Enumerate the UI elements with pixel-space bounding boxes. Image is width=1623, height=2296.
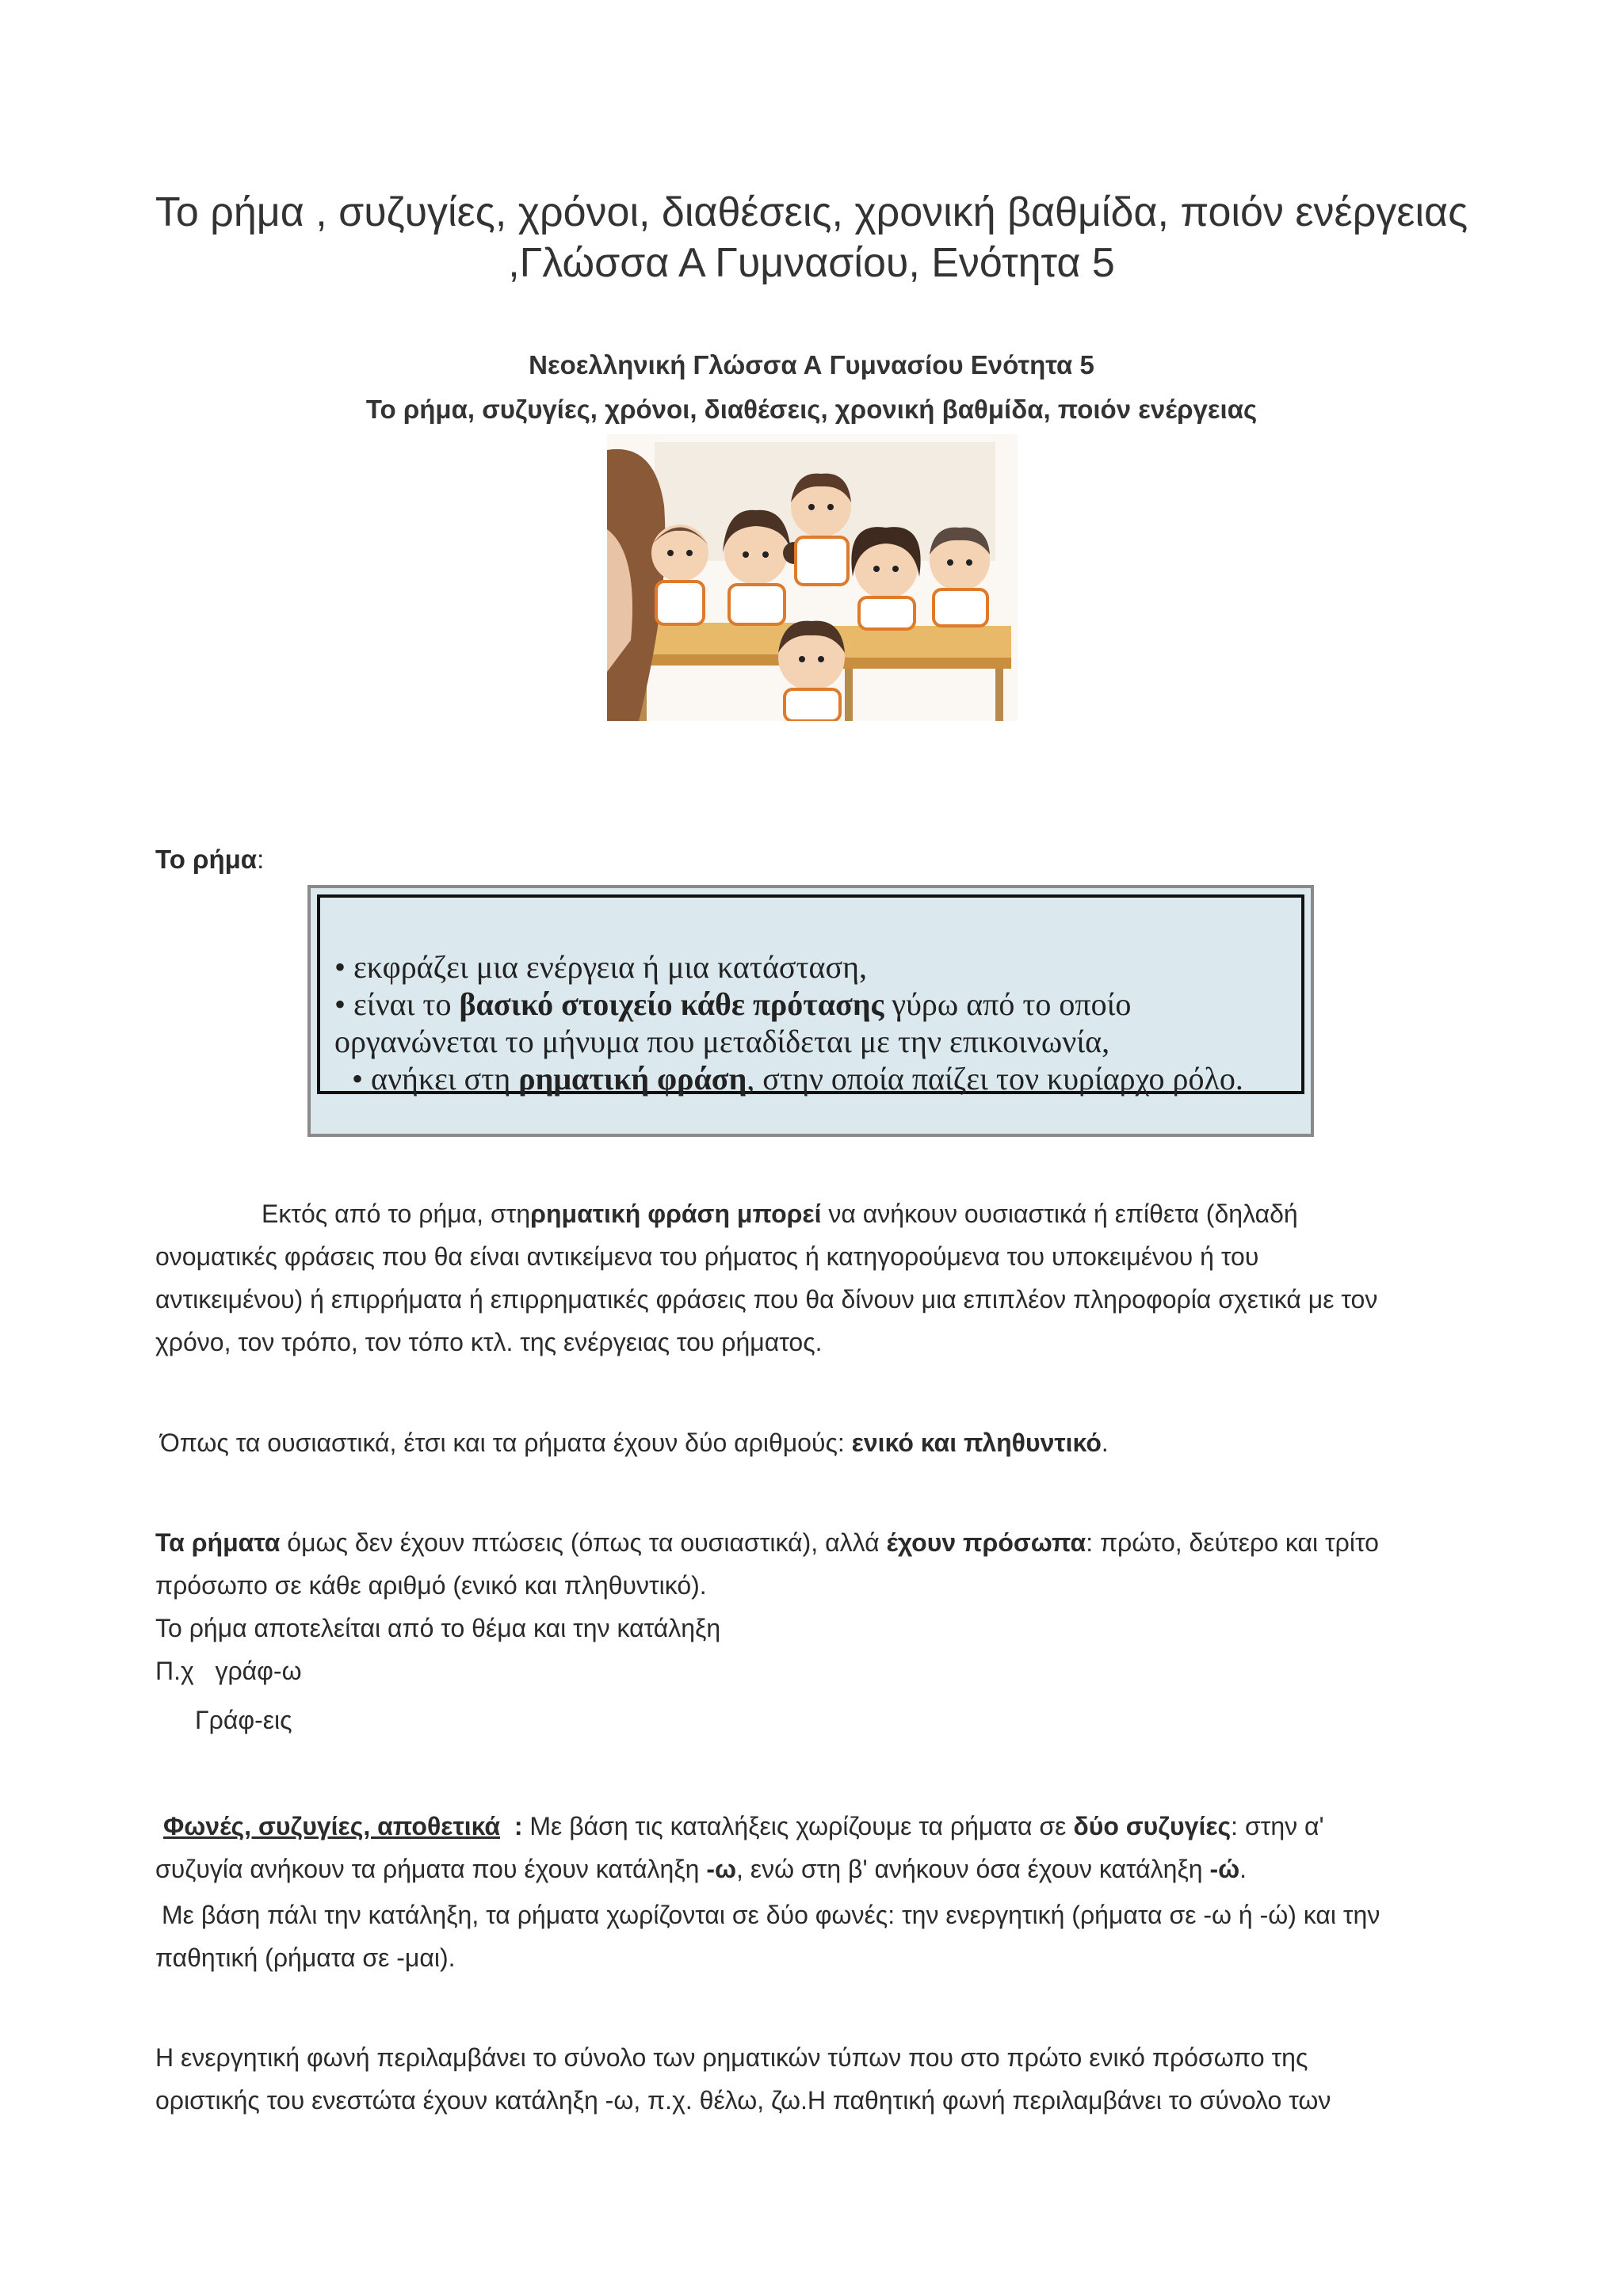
paragraph-ektos-l1-bold: ρηματική φράση μπορεί <box>530 1199 822 1228</box>
paragraph-fwnes-line-2 <box>155 1848 1479 1890</box>
paragraph-ektos-l1-post: να ανήκουν ουσιαστικά ή επίθετα (δηλαδή <box>821 1199 1298 1228</box>
definition-line-2 <box>334 986 1301 1023</box>
example-px: Π.χ γράφ-ω <box>155 1657 302 1685</box>
title-line-1: Το ρήμα , συζυγίες, χρόνοι, διαθέσεις, χρονική βαθμίδα, ποιόν ενέργειας <box>155 189 1468 235</box>
paragraph-rhmata-line-2: πρόσωπο σε κάθε αριθμό (ενικό και πληθυντικό). <box>155 1571 707 1600</box>
paragraph-ektos-l1-pre: Εκτός από το ρήμα, στη <box>262 1199 531 1228</box>
paragraph-rhmata <box>155 1521 1479 1607</box>
paragraph-fwnes-l1-bold: δύο συζυγίες <box>1073 1812 1232 1840</box>
paragraph-rhmata-mid: όμως δεν έχουν πτώσεις (όπως τα ουσιαστικά), αλλά <box>280 1528 887 1557</box>
definition-line-2-bold: βασικό στοιχείο κάθε πρότασης <box>459 986 884 1022</box>
paragraph-fwnes-line-1 <box>155 1805 1479 1848</box>
paragraph-fwnes-l2-pre: συζυγία ανήκουν τα ρήματα που έχουν κατάληξη <box>155 1855 707 1883</box>
paragraph-fwnes-l2-post: . <box>1239 1855 1247 1883</box>
definition-line-4-bold: ρηματική φράση <box>518 1061 747 1097</box>
paragraph-opws <box>160 1421 1484 1464</box>
paragraph-fwnes-l2-mid: , ενώ στη β' ανήκουν όσα έχουν κατάληξη <box>736 1855 1210 1883</box>
example-grafeis: Γράφ-εις <box>195 1706 292 1734</box>
paragraph-ektos-line-3: αντικειμένου) ή επιρρήματα ή επιρρηματικές φράσεις που θα δίνουν μια επιπλέον πληροφορία σχετικά με τον <box>155 1285 1378 1314</box>
paragraph-opws-pre: Όπως τα ουσιαστικά, έτσι και τα ρήματα έχουν δύο αριθμούς: <box>160 1428 852 1457</box>
classroom-children-illustration <box>607 434 1018 721</box>
paragraph-opws-post: . <box>1101 1428 1109 1457</box>
paragraph-energ-line-2: οριστικής του ενεστώτα έχουν κατάληξη -ω, π.χ. θέλω, ζω.Η παθητική φωνή περιλαμβάνει το σύνολο των <box>155 2086 1331 2115</box>
subheading-2: Το ρήμα, συζυγίες, χρόνοι, διαθέσεις, χρονική βαθμίδα, ποιόν ενέργειας <box>365 395 1258 424</box>
paragraph-opws-bold: ενικό και πληθυντικό <box>851 1428 1102 1457</box>
definition-box-inner <box>317 894 1304 1097</box>
definition-line-3: οργανώνεται το μήνυμα που μεταδίδεται με την επικοινωνία, <box>334 1024 1110 1059</box>
paragraph-fwnes-lead: Φωνές, συζυγίες, αποθετικά <box>163 1812 501 1840</box>
definition-box <box>307 885 1314 1137</box>
paragraph-ektos <box>155 1192 1479 1363</box>
paragraph-ektos-line-4: χρόνο, τον τρόπο, τον τόπο κτλ. της ενέργειας του ρήματος. <box>155 1328 823 1356</box>
paragraph-energ <box>155 2036 1479 2122</box>
paragraph-rhmata-post: : πρώτο, δεύτερο και τρίτο <box>1086 1528 1379 1557</box>
paragraph-rhmata-bold-1: Τα ρήματα <box>155 1528 281 1557</box>
paragraph-vasi-line-1: Με βάση πάλι την κατάληξη, τα ρήματα χωρίζονται σε δύο φωνές: την ενεργητική (ρήματα σε -ω ή -ώ) και την <box>162 1901 1381 1929</box>
rhma-label-bold: Το ρήμα <box>155 845 258 874</box>
subheading-1: Νεοελληνική Γλώσσα Α Γυμνασίου Ενότητα 5 <box>529 350 1094 379</box>
paragraph-rhmata-bold-2: έχουν πρόσωπα <box>886 1528 1086 1557</box>
paragraph-fwnes-l2-bold-1: -ω <box>706 1855 737 1883</box>
line-thema: Το ρήμα αποτελείται από το θέμα και την κατάληξη <box>155 1614 721 1642</box>
rhma-label-colon: : <box>257 845 265 874</box>
page-title <box>119 187 1504 288</box>
paragraph-fwnes-l1-pre: Με βάση τις καταλήξεις χωρίζουμε τα ρήματα σε <box>529 1812 1074 1840</box>
definition-line-1: • εκφράζει μια ενέργεια ή μια κατάσταση, <box>334 949 867 985</box>
paragraph-energ-line-1: Η ενεργητική φωνή περιλαμβάνει το σύνολο των ρηματικών τύπων που στο πρώτο ενικό πρόσωπο της <box>155 2043 1308 2072</box>
title-line-2: ,Γλώσσα Α Γυμνασίου, Ενότητα 5 <box>508 240 1115 286</box>
paragraph-fwnes-l1-post: : στην α' <box>1231 1812 1324 1840</box>
definition-line-2-pre: • είναι το <box>334 986 460 1022</box>
paragraph-fwnes-l2-bold-2: -ώ <box>1209 1855 1240 1883</box>
rhma-label <box>155 845 264 875</box>
paragraph-ektos-line-1 <box>155 1192 1479 1235</box>
definition-line-2-post: γύρω από το οποίο <box>884 986 1132 1022</box>
paragraph-fwnes <box>155 1805 1479 1890</box>
paragraph-ektos-line-2: ονοματικές φράσεις που θα είναι αντικείμενα του ρήματος ή κατηγορούμενα του υποκειμένου ή του <box>155 1242 1259 1271</box>
definition-line-4 <box>334 1060 1301 1097</box>
paragraph-fwnes-colon: : <box>500 1812 530 1840</box>
paragraph-vasi <box>155 1894 1479 1979</box>
definition-line-4-post: , στην οποία παίζει τον κυρίαρχο ρόλο. <box>747 1061 1243 1097</box>
paragraph-vasi-line-2: παθητική (ρήματα σε -μαι). <box>155 1943 456 1972</box>
paragraph-rhmata-line-1 <box>155 1521 1479 1564</box>
definition-line-4-pre: • ανήκει στη <box>352 1061 519 1097</box>
